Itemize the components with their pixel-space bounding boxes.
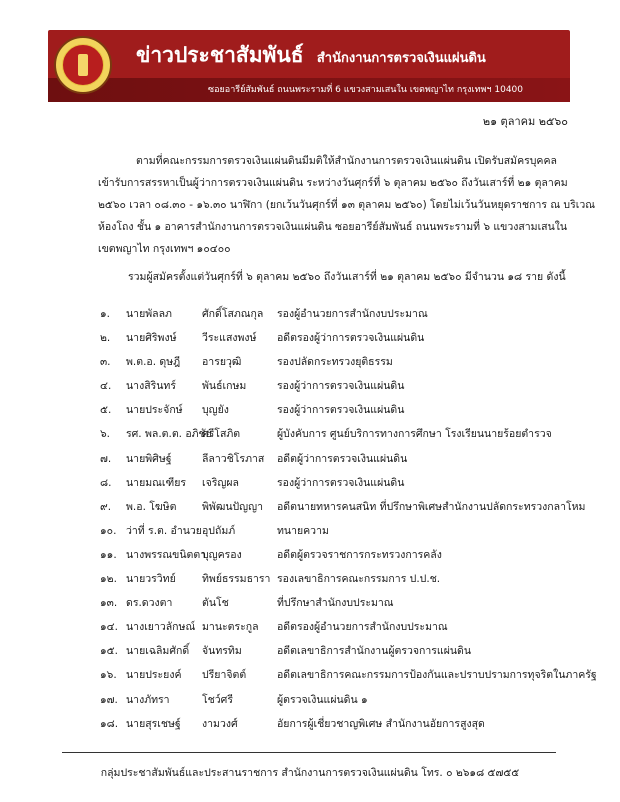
applicant-position: ผู้บังคับการ ศูนย์บริการทางการศึกษา โรงเรียนนายร้อยตำรวจ bbox=[277, 428, 552, 441]
applicant-number: ๑๖. bbox=[100, 669, 117, 682]
applicant-surname: วีระแสงพงษ์ bbox=[202, 332, 257, 345]
applicant-position: อดีตเลขาธิการคณะกรรมการป้องกันและปราบปรามการทุจริตในภาครัฐ bbox=[277, 669, 597, 682]
applicant-number: ๘. bbox=[100, 476, 112, 489]
applicant-row bbox=[0, 712, 620, 736]
applicant-number: ๑๕. bbox=[100, 645, 118, 658]
footer-divider bbox=[62, 752, 556, 753]
applicant-position: อดีตผู้ว่าการตรวจเงินแผ่นดิน bbox=[277, 452, 408, 465]
applicant-row bbox=[0, 447, 620, 471]
seal-inner bbox=[62, 44, 104, 86]
applicant-row bbox=[0, 422, 620, 446]
applicant-surname: จันทรทิม bbox=[202, 645, 242, 658]
applicant-surname: ตันโช bbox=[202, 597, 229, 610]
header-address: ซอยอารีย์สัมพันธ์ ถนนพระรามที่ 6 แขวงสามเสนใน เขตพญาไท กรุงเทพฯ 10400 bbox=[208, 85, 523, 95]
applicant-surname: ลีลาวชิโรภาส bbox=[202, 452, 265, 465]
applicant-surname: อารยวุฒิ bbox=[202, 356, 242, 369]
applicant-position: รองผู้อำนวยการสำนักงบประมาณ bbox=[277, 308, 428, 320]
applicant-name: พ.ต.อ. ดุษฎี bbox=[126, 356, 181, 369]
applicant-position: อดีตรองผู้ว่าการตรวจเงินแผ่นดิน bbox=[277, 332, 425, 345]
applicant-list bbox=[0, 302, 620, 736]
header-subtitle: สำนักงานการตรวจเงินแผ่นดิน bbox=[316, 51, 486, 66]
applicant-row bbox=[0, 663, 620, 687]
applicant-position: รองผู้ว่าการตรวจเงินแผ่นดิน bbox=[277, 380, 405, 393]
body-line: ตามที่คณะกรรมการตรวจเงินแผ่นดินมีมติให้สำนักงานการตรวจเงินแผ่นดิน เปิดรับสมัครบุคคล bbox=[136, 155, 557, 167]
applicant-surname: ทิพย์ธรรมธารา bbox=[202, 573, 271, 586]
applicant-position: อดีตรองผู้อำนวยการสำนักงบประมาณ bbox=[277, 621, 448, 634]
applicant-position: ที่ปรึกษาสำนักงบประมาณ bbox=[277, 597, 394, 610]
applicant-name: นายวรวิทย์ bbox=[126, 573, 176, 586]
applicant-position: ทนายความ bbox=[277, 524, 329, 537]
applicant-row bbox=[0, 519, 620, 543]
applicant-row bbox=[0, 302, 620, 326]
applicant-number: ๙. bbox=[100, 500, 112, 513]
applicant-name: นางพรรณขนิตตา bbox=[126, 548, 207, 561]
applicant-surname: ศักดิ์โสภณกุล bbox=[202, 308, 264, 320]
body-line: ๒๕๖๐ เวลา ๐๘.๓๐ - ๑๖.๓๐ นาฬิกา (ยกเว้นวันศุกร์ที่ ๑๓ ตุลาคม ๒๕๖๐) โดยไม่เว้นวันหยุดราชการ ณ บริเวณ bbox=[98, 199, 595, 211]
applicant-name: นายเฉลิมศักดิ์ bbox=[126, 645, 190, 658]
applicant-number: ๔. bbox=[100, 380, 112, 393]
applicant-surname: บุญครอง bbox=[202, 548, 242, 561]
applicant-number: ๕. bbox=[100, 404, 112, 417]
applicant-number: ๓. bbox=[100, 356, 111, 369]
applicant-surname: มานะตระกูล bbox=[202, 621, 259, 634]
applicant-position: อดีตนายทหารคนสนิท ที่ปรึกษาพิเศษสำนักงานปลัดกระทรวงกลาโหม bbox=[277, 500, 586, 513]
applicant-name: นายมณเฑียร bbox=[126, 476, 186, 489]
document-date: ๒๑ ตุลาคม ๒๕๖๐ bbox=[482, 115, 568, 128]
applicant-name: นายพัลลภ bbox=[126, 308, 172, 320]
applicant-row bbox=[0, 471, 620, 495]
applicant-name: รศ. พล.ต.ต. อภิชัย bbox=[126, 428, 212, 441]
applicant-surname: ศรีโสภิต bbox=[202, 428, 241, 441]
applicant-surname: อุปถัมภ์ bbox=[202, 524, 236, 537]
applicant-position: รองผู้ว่าการตรวจเงินแผ่นดิน bbox=[277, 476, 405, 489]
applicant-name: นางภัทรา bbox=[126, 693, 170, 706]
header-title-text: ข่าวประชาสัมพันธ์ bbox=[136, 43, 304, 67]
applicant-number: ๑๗. bbox=[100, 693, 118, 706]
applicant-surname: งามวงศ์ bbox=[202, 717, 238, 730]
applicant-position: อัยการผู้เชี่ยวชาญพิเศษ สำนักงานอัยการสูงสุด bbox=[277, 717, 485, 730]
applicant-number: ๑๐. bbox=[100, 524, 117, 537]
applicant-surname: พิพัฒนปัญญา bbox=[202, 500, 263, 513]
applicant-name: นายสุรเชษฐ์ bbox=[126, 717, 181, 730]
applicant-name: นายศิริพงษ์ bbox=[126, 332, 177, 345]
applicant-position: อดีตผู้ตรวจราชการกระทรวงการคลัง bbox=[277, 548, 442, 561]
applicant-position: ผู้ตรวจเงินแผ่นดิน ๑ bbox=[277, 693, 368, 706]
applicant-name: ดร.ดวงตา bbox=[126, 597, 173, 610]
applicant-number: ๒. bbox=[100, 332, 111, 345]
applicant-row bbox=[0, 350, 620, 374]
footer-contact: กลุ่มประชาสัมพันธ์และประสานราชการ สำนักงานการตรวจเงินแผ่นดิน โทร. ๐ ๒๖๑๘ ๕๗๕๕ bbox=[100, 767, 520, 779]
oag-seal-icon bbox=[54, 36, 112, 94]
applicant-surname: บุญยัง bbox=[202, 404, 229, 417]
applicant-number: ๑๘. bbox=[100, 717, 119, 730]
applicant-number: ๖. bbox=[100, 428, 111, 441]
applicant-number: ๑๑. bbox=[100, 548, 117, 561]
applicant-name: นายพิศิษฐ์ bbox=[126, 452, 172, 465]
applicant-position: รองปลัดกระทรวงยุติธรรม bbox=[277, 356, 393, 369]
applicant-row bbox=[0, 639, 620, 663]
body-line: เข้ารับการสรรหาเป็นผู้ว่าการตรวจเงินแผ่นดิน ระหว่างวันศุกร์ที่ ๖ ตุลาคม ๒๕๖๐ ถึงวันเสาร์ที่ ๒๑ ตุลาคม bbox=[98, 177, 568, 189]
applicant-name: ว่าที่ ร.ต. อำนวย bbox=[126, 524, 202, 537]
applicant-row bbox=[0, 398, 620, 422]
applicant-number: ๑๒. bbox=[100, 573, 117, 586]
body-line: ห้องโถง ชั้น ๑ อาคารสำนักงานการตรวจเงินแผ่นดิน ซอยอารีย์สัมพันธ์ ถนนพระรามที่ ๖ แขวงสามเสนใน bbox=[98, 221, 568, 233]
applicant-row bbox=[0, 495, 620, 519]
applicant-row bbox=[0, 615, 620, 639]
applicant-surname: โชว์ศรี bbox=[202, 693, 233, 706]
applicant-row bbox=[0, 374, 620, 398]
applicant-position: อดีตเลขาธิการสำนักงานผู้ตรวจการแผ่นดิน bbox=[277, 645, 472, 658]
applicant-name: นายประจักษ์ bbox=[126, 404, 183, 417]
applicant-row bbox=[0, 326, 620, 350]
applicant-row bbox=[0, 591, 620, 615]
applicant-position: รองผู้ว่าการตรวจเงินแผ่นดิน bbox=[277, 404, 405, 417]
applicant-name: พ.อ. โฆษิต bbox=[126, 500, 177, 513]
body-line: เขตพญาไท กรุงเทพฯ ๑๐๔๐๐ bbox=[98, 243, 231, 255]
applicant-surname: ปรียาจิตต์ bbox=[202, 669, 247, 682]
applicant-row bbox=[0, 543, 620, 567]
applicant-name: นางสิรินทร์ bbox=[126, 380, 176, 393]
applicant-surname: เจริญผล bbox=[202, 476, 239, 489]
applicant-row bbox=[0, 688, 620, 712]
applicant-position: รองเลขาธิการคณะกรรมการ ป.ป.ช. bbox=[277, 573, 441, 586]
body-paragraph bbox=[98, 150, 595, 260]
applicant-summary: รวมผู้สมัครตั้งแต่วันศุกร์ที่ ๖ ตุลาคม ๒๕๖๐ ถึงวันเสาร์ที่ ๒๑ ตุลาคม ๒๕๖๐ มีจำนวน ๑๘ ราย ดังนี้ bbox=[128, 271, 566, 283]
applicant-name: นายประยงค์ bbox=[126, 669, 182, 682]
applicant-number: ๑. bbox=[100, 308, 111, 320]
applicant-name: นางเยาวลักษณ์ bbox=[126, 621, 196, 634]
applicant-number: ๗. bbox=[100, 452, 112, 465]
applicant-surname: พันธ์เกษม bbox=[202, 380, 247, 393]
header-banner bbox=[48, 30, 570, 102]
header-title bbox=[136, 36, 486, 74]
applicant-row bbox=[0, 567, 620, 591]
applicant-number: ๑๔. bbox=[100, 621, 118, 634]
applicant-number: ๑๓. bbox=[100, 597, 118, 610]
